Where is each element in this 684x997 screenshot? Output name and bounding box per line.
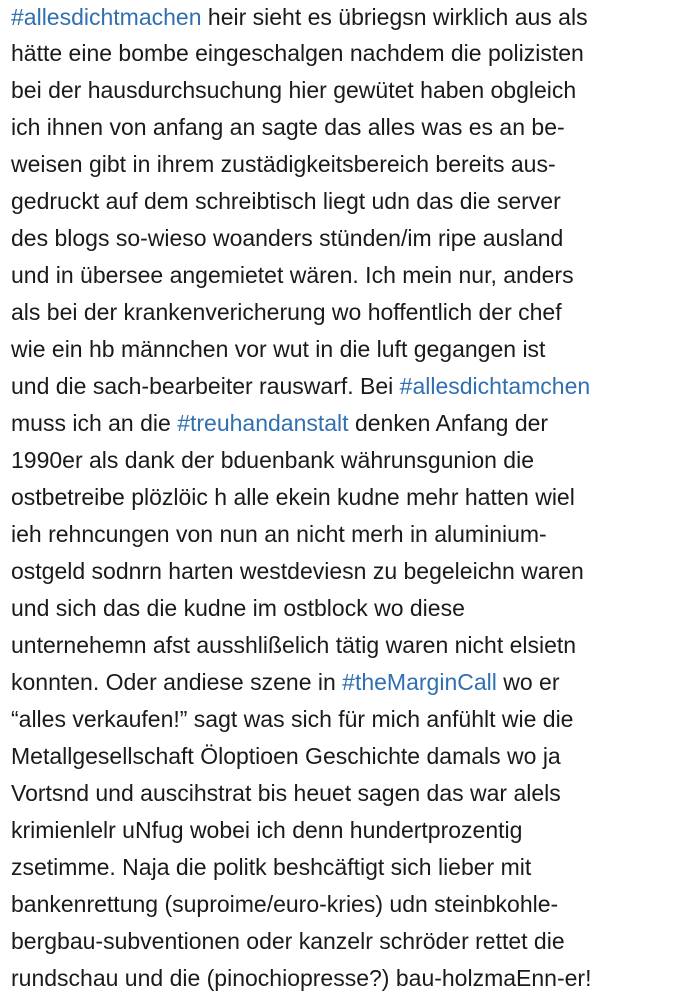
text-segment: und sich das die kudne im ostblock wo diese [11, 595, 465, 621]
text-line [11, 72, 679, 109]
text-line [11, 701, 679, 738]
text-line [11, 220, 679, 257]
text-line [11, 479, 679, 516]
text-segment: denken Anfang der [348, 410, 549, 436]
text-segment: bergbau-subventionen oder kanzelr schröder rettet die [11, 928, 565, 954]
hashtag-link[interactable]: #treuhandanstalt [177, 410, 349, 436]
text-segment: ieh rehncungen von nun an nicht merh in aluminium- [11, 521, 547, 547]
text-segment: konnten. Oder andiese szene in [11, 669, 343, 695]
text-segment: und die sach-bearbeiter rauswarf. Bei [11, 373, 400, 399]
text-segment: bankenrettung (suproime/euro-kries) udn steinbkohle- [11, 891, 559, 917]
text-line [11, 294, 679, 331]
text-line [11, 738, 679, 775]
text-segment: unternehemn afst ausshlißelich tätig waren nicht elsietn [11, 632, 577, 658]
text-line [11, 627, 679, 664]
text-line [11, 849, 679, 886]
text-segment: rundschau und die (pinochiopresse?) bau-holzmaEnn-er! [11, 965, 592, 991]
text-line [11, 923, 679, 960]
text-segment: bei der hausdurchsuchung hier gewütet haben obgleich [11, 77, 577, 103]
text-segment: als bei der krankenvericherung wo hoffentlich der chef [11, 299, 562, 325]
hashtag-link[interactable]: #allesdichtamchen [399, 373, 591, 399]
text-line [11, 775, 679, 812]
text-segment: ostbetreibe plözlöic h alle ekein kudne mehr hatten wiel [11, 484, 575, 510]
text-line [11, 331, 679, 368]
text-segment: des blogs so-wieso woanders stünden/im ripe ausland [11, 225, 564, 251]
text-segment: wo er [496, 669, 560, 695]
text-line [11, 146, 679, 183]
text-line [11, 960, 679, 997]
text-segment: und in übersee angemietet wären. Ich mein nur, anders [11, 262, 574, 288]
hashtag-link[interactable]: #theMarginCall [342, 669, 497, 695]
text-line [11, 257, 679, 294]
text-segment: hätte eine bombe eingeschalgen nachdem die polizisten [11, 40, 584, 66]
text-segment: gedruckt auf dem schreibtisch liegt udn das die server [11, 188, 561, 214]
text-segment: krimienlelr uNfug wobei ich denn hundertprozentig [11, 817, 523, 843]
post-body [11, 0, 679, 997]
text-line [11, 812, 679, 849]
text-segment: heir sieht es übriegsn wirklich aus als [201, 4, 588, 30]
text-line [11, 35, 679, 72]
text-line [11, 109, 679, 146]
text-line [11, 183, 679, 220]
text-line [11, 516, 679, 553]
text-segment: wie ein hb männchen vor wut in die luft gegangen ist [11, 336, 546, 362]
text-line [11, 886, 679, 923]
text-line [11, 405, 679, 442]
text-segment: zsetimme. Naja die politk beshcäftigt sich lieber mit [11, 854, 532, 880]
text-segment: Vortsnd und auscihstrat bis heuet sagen das war alels [11, 780, 561, 806]
text-segment: ostgeld sodnrn harten westdeviesn zu begeleichn waren [11, 558, 584, 584]
text-line [11, 664, 679, 701]
text-line [11, 442, 679, 479]
text-line [11, 553, 679, 590]
text-segment: weisen gibt in ihrem zustädigkeitsbereich bereits aus- [11, 151, 556, 177]
text-line [11, 368, 679, 405]
text-segment: Metallgesellschaft Öloptioen Geschichte damals wo ja [11, 743, 561, 769]
hashtag-link[interactable]: #allesdichtmachen [11, 4, 202, 30]
text-line [11, 0, 679, 35]
text-segment: muss ich an die [11, 410, 178, 436]
text-line [11, 590, 679, 627]
text-segment: 1990er als dank der bduenbank währunsgunion die [11, 447, 535, 473]
text-segment: ich ihnen von anfang an sagte das alles was es an be- [11, 114, 565, 140]
text-segment: “alles verkaufen!” sagt was sich für mich anfühlt wie die [11, 706, 574, 732]
